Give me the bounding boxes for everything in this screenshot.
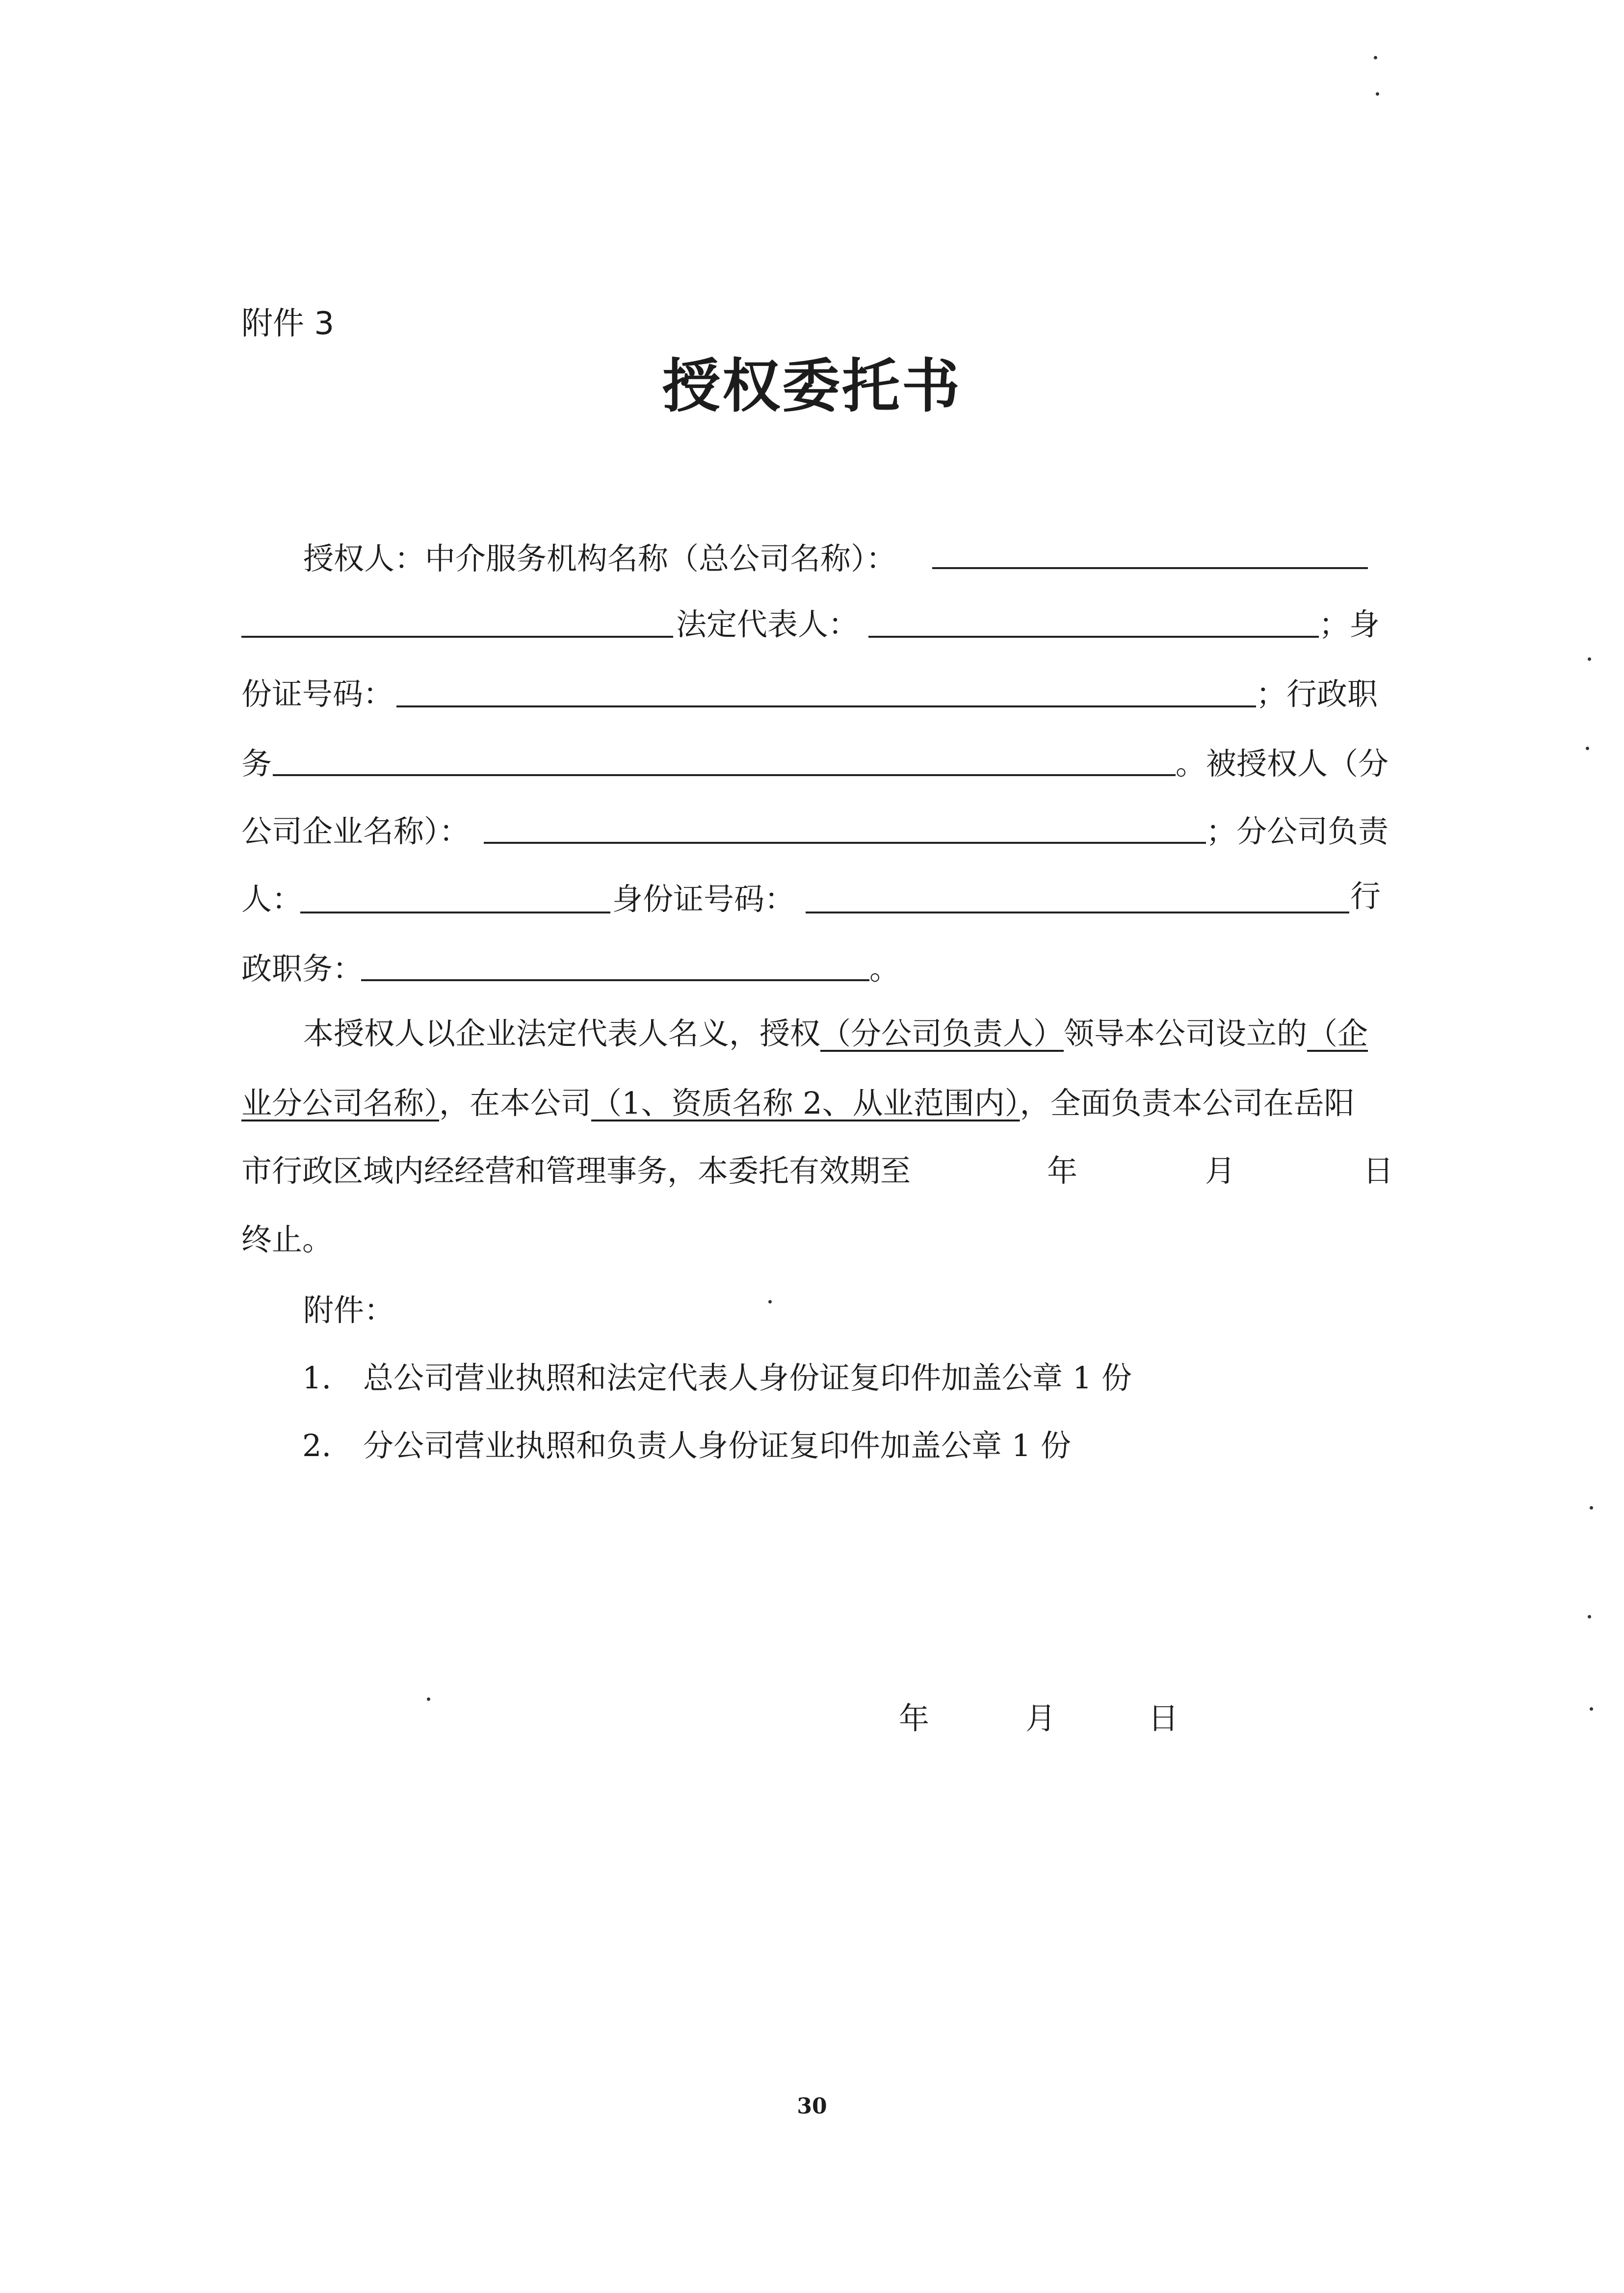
scan-speck bbox=[1374, 56, 1377, 59]
page-number: 30 bbox=[797, 2094, 827, 2119]
body-line-3 bbox=[241, 1153, 911, 1189]
id-number-label: 份证号码： bbox=[241, 676, 394, 712]
branch-head-title-label: 政职务： bbox=[241, 951, 364, 987]
branch-head-title-blank[interactable] bbox=[361, 979, 869, 981]
body-text: ，在本公司 bbox=[439, 1085, 592, 1121]
branch-head-id-label: 身份证号码： bbox=[612, 881, 795, 917]
body-line-4 bbox=[241, 1222, 333, 1257]
grantee-company-blank[interactable] bbox=[484, 842, 1206, 844]
branch-name-placeholder: 业分公司名称） bbox=[241, 1085, 440, 1121]
legal-rep-blank[interactable] bbox=[868, 636, 1319, 638]
body-line-1 bbox=[303, 1018, 1368, 1049]
validity-month-label: 月 bbox=[1205, 1153, 1236, 1189]
attachment-item-text: 分公司营业执照和负责人身份证复印件加盖公章 1 份 bbox=[363, 1428, 1071, 1463]
id-label-start: ；身 bbox=[1319, 606, 1380, 642]
body-text: 终止。 bbox=[241, 1222, 333, 1257]
scan-speck bbox=[427, 1697, 430, 1701]
document-title: 授权委托书 bbox=[662, 352, 962, 420]
scan-speck bbox=[1376, 92, 1379, 96]
body-text: ，全面负责本公司在岳阳 bbox=[1020, 1085, 1355, 1121]
scan-speck bbox=[1590, 1506, 1593, 1510]
legal-rep-label: 法定代表人： bbox=[676, 606, 859, 642]
attachment-label: 附件 3 bbox=[241, 306, 335, 342]
branch-head-placeholder: （分公司负责人） bbox=[820, 1016, 1064, 1051]
branch-head-label-start: ；分公司负责 bbox=[1206, 813, 1389, 849]
body-text: 领导本公司设立的 bbox=[1064, 1016, 1308, 1051]
scan-speck bbox=[1588, 657, 1591, 661]
attachment-item-number: 1. bbox=[302, 1360, 332, 1396]
validity-day-label: 日 bbox=[1363, 1153, 1394, 1189]
admin-title-blank[interactable] bbox=[273, 774, 1176, 776]
branch-head-label-end: 人： bbox=[241, 881, 303, 917]
sign-month-label: 月 bbox=[1025, 1700, 1056, 1736]
body-text: 本授权人以企业法定代表人名义，授权 bbox=[303, 1016, 821, 1051]
body-text: 市行政区域内经经营和管理事务，本委托有效期至 bbox=[241, 1153, 911, 1189]
branch-name-placeholder: （企 bbox=[1307, 1016, 1368, 1051]
validity-year-label: 年 bbox=[1047, 1153, 1078, 1189]
scan-speck bbox=[1586, 747, 1589, 750]
admin-title-label-start: ；行政职 bbox=[1256, 676, 1378, 712]
scan-speck bbox=[1590, 1707, 1593, 1711]
sign-day-label: 日 bbox=[1148, 1700, 1179, 1736]
id-number-blank[interactable] bbox=[396, 705, 1256, 707]
sign-year-label: 年 bbox=[899, 1700, 930, 1736]
scan-speck bbox=[1588, 1615, 1591, 1618]
admin-title-label-end: 务 bbox=[241, 746, 272, 782]
attachments-heading: 附件： bbox=[303, 1292, 395, 1328]
grantee-label-start: 。被授权人（分 bbox=[1176, 746, 1389, 782]
attachment-item-text: 总公司营业执照和法定代表人身份证复印件加盖公章 1 份 bbox=[363, 1360, 1132, 1396]
grantor-company-blank[interactable] bbox=[932, 567, 1368, 569]
form-end-period: 。 bbox=[869, 951, 900, 987]
branch-head-blank[interactable] bbox=[300, 912, 610, 913]
body-line-2 bbox=[241, 1085, 1355, 1121]
grantor-company-blank-continued[interactable] bbox=[241, 636, 673, 638]
grantee-company-label: 公司企业名称）： bbox=[241, 813, 470, 849]
branch-head-title-label-start: 行 bbox=[1350, 878, 1381, 914]
qualification-placeholder: （1、资质名称 2、从业范围内） bbox=[591, 1085, 1020, 1121]
branch-head-id-blank[interactable] bbox=[806, 912, 1349, 913]
grantor-label: 授权人：中介服务机构名称（总公司名称）： bbox=[303, 541, 897, 576]
scan-speck bbox=[768, 1300, 772, 1303]
attachment-item-number: 2. bbox=[302, 1428, 332, 1463]
